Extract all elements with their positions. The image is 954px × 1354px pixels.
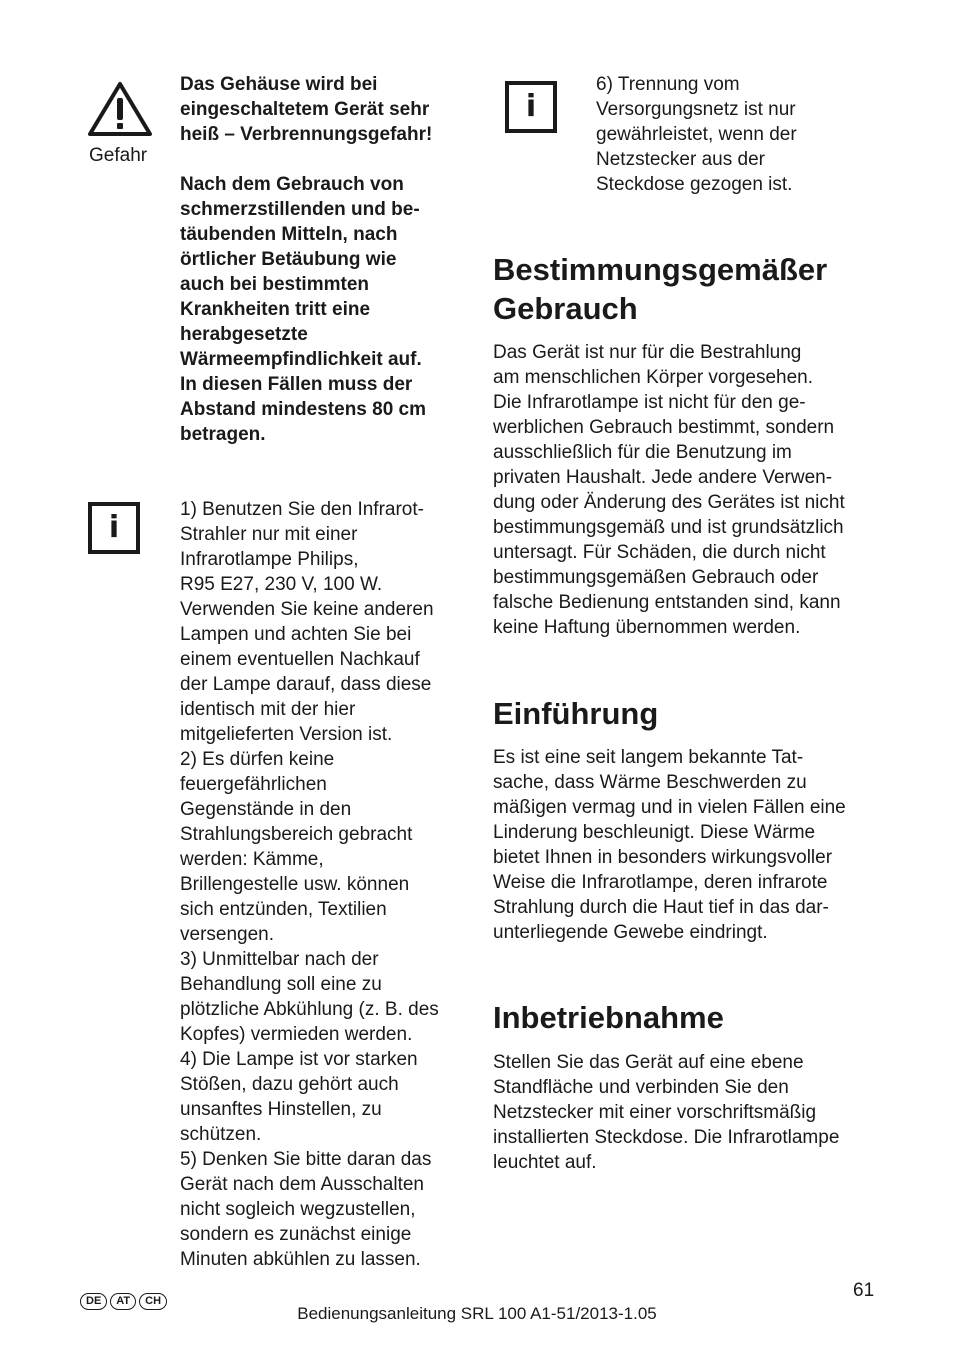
warning-text-sensitivity: Nach dem Gebrauch von schmerzstillenden und be- täubenden Mitteln, nach örtlicher Betäubung wie auch bei bestimmten Krankheiten tritt eine herabgesetzte Wärmeempfindlichkeit auf. In diesen Fällen muss der Abstand mindestens 80 cm betragen. — [180, 174, 427, 445]
document-title: Bedienungsanleitung SRL 100 A1-51/2013-1.05 — [297, 1304, 657, 1323]
warning-icon-block — [86, 80, 156, 143]
page-number: 61 — [853, 1280, 875, 1301]
section-body-startup: Stellen Sie das Gerät auf eine ebene Standfläche und verbinden Sie den Netzstecker mit einer vorschriftsmäßig installierten Steckdose. Die Infrarotlampe leuchtet auf. — [493, 1052, 840, 1173]
info-icon-letter: i — [108, 510, 120, 545]
warning-triangle-icon — [86, 80, 154, 138]
info-icon — [88, 502, 140, 554]
info-text-right: 6) Trennung vom Versorgungsnetz ist nur gewährleistet, wenn der Netzstecker aus der Steckdose gezogen ist. — [596, 74, 797, 195]
country-badge-ch: CH — [139, 1293, 167, 1310]
section-heading-introduction: Einführung — [493, 696, 659, 731]
section-heading-startup: Inbetriebnahme — [493, 1000, 724, 1035]
country-badge-de: DE — [80, 1293, 107, 1310]
country-badge-at: AT — [110, 1293, 136, 1310]
info-icon-letter: i — [525, 89, 537, 124]
info-text-left: 1) Benutzen Sie den Infrarot- Strahler nur mit einer Infrarotlampe Philips, R95 E27, 230 V, 100 W. Verwenden Sie keine anderen Lampen und achten Sie bei einem eventuellen Nachkauf der Lampe darauf, dass diese identisch mit der hier mitgelieferten Version ist. 2) Es dürfen keine feuergefährlichen Gegenstände in den Strahlungsbereich gebracht werden: Kämme, Brillengestelle usw. können sich entzünden, Textilien versengen. 3) Unmittelbar nach der Behandlung soll eine zu plötzliche Abkühlung (z. B. des Kopfes) vermieden werden. 4) Die Lampe ist vor starken Stößen, dazu gehört auch unsanftes Hinstellen, zu schützen. 5) Denken Sie bitte daran das Gerät nach dem Ausschalten nicht sogleich wegzustellen, sondern es zunächst einige Minuten abkühlen zu lassen. — [180, 499, 439, 1270]
warning-text-heat: Das Gehäuse wird bei eingeschaltetem Gerät sehr heiß – Verbrennungsgefahr! — [180, 74, 433, 145]
warning-label: Gefahr — [89, 145, 148, 166]
section-body-introduction: Es ist eine seit langem bekannte Tat- sache, dass Wärme Beschwerden zu mäßigen vermag und in vielen Fällen eine Linderung beschleunigt. Diese Wärme bietet Ihnen in besonders wirkungsvoller Weise die Infrarotlampe, deren infrarote Strahlung durch die Haut tief in das dar- unterliegende Gewebe eindringt. — [493, 747, 846, 943]
section-heading-intended-use: Bestimmungsgemäßer Gebrauch — [493, 252, 828, 326]
section-body-intended-use: Das Gerät ist nur für die Bestrahlung am menschlichen Körper vorgesehen. Die Infrarotlampe ist nicht für den ge- werblichen Gebrauch bestimmt, sondern ausschließlich für die Benutzung im privaten Haushalt. Jede andere Verwen- dung oder Änderung des Gerätes ist nicht bestimmungsgemäß und ist grundsätzlich untersagt. Für Schäden, die durch nicht bestimmungsgemäßen Gebrauch oder falsche Bedienung entstanden sind, kann keine Haftung übernommen werden. — [493, 342, 845, 638]
info-icon — [505, 81, 557, 133]
